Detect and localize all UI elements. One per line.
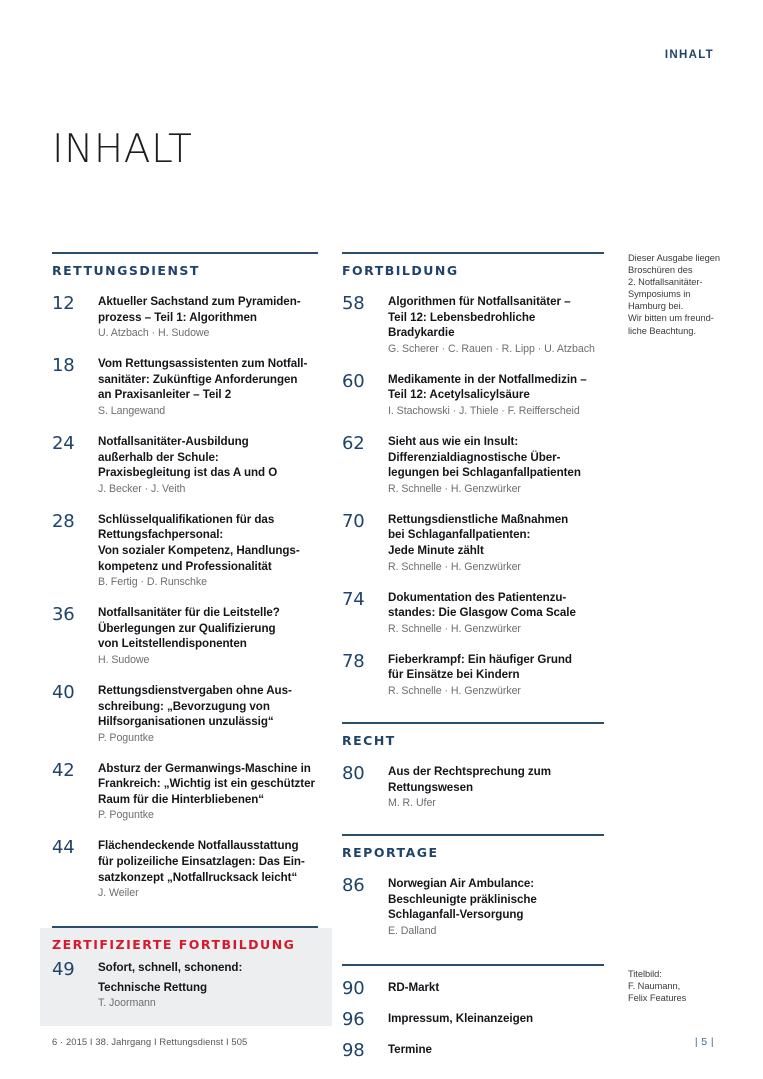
entry-title-line: kompetenz und Professionalität <box>98 559 272 573</box>
entry-title-line: Beschleunigte präklinische <box>388 892 537 906</box>
entry-page-number[interactable]: 96 <box>342 1008 365 1030</box>
entry-page-number[interactable]: 42 <box>52 759 75 781</box>
toc-entry[interactable] <box>342 590 604 636</box>
section-zertifizierte-fortbildung <box>52 926 318 1026</box>
entry-title-line: Frankreich: „Wichtig ist ein geschützter <box>98 777 315 791</box>
entry-title-line: Praxisbegleitung ist das A und O <box>98 466 278 480</box>
entry-authors: T. Joormann <box>98 997 156 1010</box>
entry-page-number[interactable]: 24 <box>52 432 75 454</box>
footer-page-number: | 5 | <box>694 1036 714 1048</box>
entry-page-number[interactable]: 12 <box>52 293 75 314</box>
spacer <box>52 900 318 926</box>
entry-authors: S. Langewand <box>98 404 166 417</box>
note-line: Felix Features <box>628 993 687 1004</box>
entry-body <box>98 683 318 745</box>
section-recht <box>342 722 604 810</box>
entry-title-line: legungen bei Schlaganfallpatienten <box>388 466 581 480</box>
toc-entry[interactable] <box>342 294 604 356</box>
page-title: INHALT <box>52 127 193 173</box>
toc-entry[interactable] <box>342 434 604 496</box>
entry-body <box>388 434 604 496</box>
section-title: FORTBILDUNG <box>342 263 459 278</box>
section-rule <box>342 834 604 836</box>
entry-title-line: standes: Die Glasgow Coma Scale <box>388 606 576 620</box>
entry-authors: R. Schnelle · H. Genzwürker <box>388 560 521 573</box>
entry-authors: M. R. Ufer <box>388 797 436 810</box>
entry-page-number[interactable]: 40 <box>52 681 75 703</box>
entry-title-line: Sieht aus wie ein Insult: <box>388 434 519 448</box>
running-head: INHALT <box>664 49 714 61</box>
entry-title-line: an Praxisanleiter – Teil 2 <box>98 388 232 402</box>
entry-authors: P. Poguntke <box>98 731 154 744</box>
entry-title-line: Fieberkrampf: Ein häufiger Grund <box>388 652 572 666</box>
entry-title-line: Hilfsorganisationen unzulässig“ <box>98 715 274 729</box>
entry-title-line: für Einsätze bei Kindern <box>388 668 520 682</box>
entry-page-number[interactable]: 98 <box>342 1039 365 1061</box>
toc-entry[interactable] <box>342 764 604 810</box>
entry-authors: G. Scherer · C. Rauen · R. Lipp · U. Atzbach <box>388 342 595 355</box>
section-title: ZERTIFIZIERTE FORTBILDUNG <box>52 937 296 953</box>
left-column <box>52 252 318 1026</box>
entry-page-number[interactable]: 58 <box>342 293 365 314</box>
spacer <box>342 938 604 964</box>
entry-title-line: Teil 12: Lebensbedrohliche Bradykardie <box>388 310 536 340</box>
entry-body <box>388 764 604 810</box>
section-rule <box>342 722 604 724</box>
section-rule <box>342 964 604 966</box>
entry-body <box>388 1042 604 1058</box>
entry-title-line: sanitäter: Zukünftige Anforderungen <box>98 372 298 386</box>
entry-authors: B. Fertig · D. Runschke <box>98 576 207 589</box>
entry-body <box>98 512 318 589</box>
entry-title-line: Von sozialer Kompetenz, Handlungs- <box>98 543 300 557</box>
entry-body <box>388 980 604 996</box>
entry-title-line: Notfallsanitäter-Ausbildung <box>98 434 249 448</box>
entry-page-number[interactable]: 28 <box>52 510 75 532</box>
entry-title-line: Sofort, schnell, schonend: <box>98 961 243 975</box>
entry-title-line: RD-Markt <box>388 981 440 995</box>
entry-body <box>98 294 318 340</box>
entry-page-number[interactable]: 60 <box>342 370 365 392</box>
entry-page-number[interactable]: 74 <box>342 588 365 610</box>
entry-page-number[interactable]: 36 <box>52 604 75 626</box>
entry-title-line: Teil 12: Acetylsalicylsäure <box>388 388 530 402</box>
entry-body <box>388 294 604 356</box>
entry-body <box>388 876 604 938</box>
note-line: Wir bitten um freund- <box>628 313 714 324</box>
entry-title-line: Aus der Rechtsprechung zum <box>388 764 551 778</box>
certified-training-box <box>40 928 332 1026</box>
entry-authors: I. Stachowski · J. Thiele · F. Reifferscheid <box>388 404 580 417</box>
entry-authors: J. Weiler <box>98 887 139 900</box>
toc-entry[interactable] <box>52 960 320 1010</box>
entry-body <box>98 434 318 496</box>
toc-entry[interactable] <box>52 294 318 340</box>
entry-body <box>98 838 318 900</box>
entry-page-number[interactable]: 80 <box>342 762 365 784</box>
entry-body <box>98 605 318 667</box>
entry-authors: R. Schnelle · H. Genzwürker <box>388 482 521 495</box>
toc-entry[interactable] <box>342 979 604 997</box>
toc-entry[interactable] <box>52 761 318 823</box>
note-line: Hamburg bei. <box>628 301 684 312</box>
toc-entry[interactable] <box>52 605 318 667</box>
entry-body <box>388 512 604 574</box>
entry-title-line: Vom Rettungsassistenten zum Notfall- <box>98 357 308 371</box>
entry-authors: R. Schnelle · H. Genzwürker <box>388 622 521 635</box>
entry-body <box>388 652 604 698</box>
entry-title-line: Rettungswesen <box>388 780 474 794</box>
entry-title-line: Medikamente in der Notfallmedizin – <box>388 372 587 386</box>
entry-title-line: Rettungsfachpersonal: <box>98 528 224 542</box>
side-note-insert <box>628 252 746 337</box>
entry-title-line: Flächendeckende Notfallausstattung <box>98 839 299 853</box>
entry-title-line: Differenzialdiagnostische Über- <box>388 450 561 464</box>
entry-authors: H. Sudowe <box>98 653 150 666</box>
toc-entry[interactable] <box>52 683 318 745</box>
entry-title-line: Rettungsdienstliche Maßnahmen <box>388 512 569 526</box>
note-line: Titelbild: <box>628 969 662 979</box>
entry-title-line: Dokumentation des Patientenzu- <box>388 590 567 604</box>
toc-entry[interactable] <box>342 1010 604 1028</box>
entry-title-line: Absturz der Germanwings-Maschine in <box>98 761 311 775</box>
section-title: RETTUNGSDIENST <box>52 263 200 278</box>
footer-issue-info: 6 · 2015 I 38. Jahrgang I Rettungsdienst I 505 <box>52 1036 248 1047</box>
entry-authors: R. Schnelle · H. Genzwürker <box>388 684 521 697</box>
toc-entry[interactable] <box>342 652 604 698</box>
entry-title-line: Algorithmen für Notfallsanitäter – <box>388 295 571 308</box>
toc-entry[interactable] <box>342 512 604 574</box>
entry-title-line: Schlüsselqualifikationen für das <box>98 512 275 526</box>
toc-entry[interactable] <box>342 876 604 938</box>
entry-title-line: bei Schlaganfallpatienten: <box>388 528 531 542</box>
toc-entry[interactable] <box>52 838 318 900</box>
entry-body <box>388 590 604 636</box>
spacer <box>342 698 604 722</box>
entry-title-line: prozess – Teil 1: Algorithmen <box>98 310 257 324</box>
side-note-cover-credit <box>628 968 746 1004</box>
entry-title-line: Raum für die Hinterbliebenen“ <box>98 792 265 806</box>
entry-title-line: Rettungsdienstvergaben ohne Aus- <box>98 683 292 697</box>
entry-title-line: Schlaganfall-Versorgung <box>388 908 524 922</box>
entry-authors: U. Atzbach · H. Sudowe <box>98 327 210 340</box>
toc-entry[interactable] <box>52 512 318 589</box>
entry-title-line: für polizeiliche Einsatzlagen: Das Ein- <box>98 855 305 869</box>
entry-page-number[interactable]: 86 <box>342 875 365 897</box>
entry-page-number[interactable]: 70 <box>342 510 365 532</box>
toc-entry[interactable] <box>52 434 318 496</box>
entry-page-number[interactable]: 78 <box>342 650 365 672</box>
note-line: Symposiums in <box>628 289 691 300</box>
entry-title-line: Technische Rettung <box>98 980 208 994</box>
toc-entry[interactable] <box>52 356 318 418</box>
entry-page-number[interactable]: 49 <box>52 959 75 981</box>
note-line: 2. Notfallsanitäter- <box>628 277 703 288</box>
section-title: REPORTAGE <box>342 845 439 861</box>
right-column <box>342 252 604 1059</box>
note-line: liche Beachtung. <box>628 325 696 336</box>
entry-page-number[interactable]: 18 <box>52 355 75 377</box>
spacer <box>342 810 604 834</box>
section-reportage <box>342 834 604 938</box>
entry-authors: E. Dalland <box>388 924 437 937</box>
entry-body <box>388 372 604 418</box>
entry-title-line: Impressum, Kleinanzeigen <box>388 1012 534 1026</box>
entry-title-line: Norwegian Air Ambulance: <box>388 877 535 891</box>
entry-body <box>98 356 318 418</box>
section-misc <box>342 964 604 1059</box>
entry-title-line: Aktueller Sachstand zum Pyramiden- <box>98 295 301 308</box>
entry-page-number[interactable]: 90 <box>342 977 365 999</box>
entry-title-line: schreibung: „Bevorzugung von <box>98 699 270 713</box>
section-fortbildung <box>342 252 604 698</box>
entry-page-number[interactable]: 44 <box>52 837 75 859</box>
entry-title-line: Notfallsanitäter für die Leitstelle? <box>98 606 280 620</box>
entry-title-line: Termine <box>388 1043 432 1057</box>
entry-title-line: Jede Minute zählt <box>388 543 484 557</box>
note-line: F. Naumann, <box>628 981 681 992</box>
toc-entry[interactable] <box>342 372 604 418</box>
entry-authors: P. Poguntke <box>98 809 154 822</box>
entry-authors: J. Becker · J. Veith <box>98 482 186 495</box>
entry-title-line: außerhalb der Schule: <box>98 450 219 464</box>
section-rule <box>342 252 604 254</box>
entry-title-line: satzkonzept „Notfallrucksack leicht“ <box>98 870 298 884</box>
section-rettungsdienst <box>52 252 318 900</box>
entry-title-line: Überlegungen zur Qualifizierung <box>98 621 276 635</box>
note-line: Dieser Ausgabe liegen <box>628 253 720 263</box>
section-title: RECHT <box>342 732 396 748</box>
note-line: Broschüren des <box>628 265 693 276</box>
entry-body <box>98 761 318 823</box>
entry-body <box>388 1011 604 1027</box>
entry-body <box>98 960 320 1010</box>
entry-page-number[interactable]: 62 <box>342 432 365 454</box>
section-rule <box>52 252 318 254</box>
entry-title-line: von Leitstellendisponenten <box>98 637 247 651</box>
toc-entry[interactable] <box>342 1041 604 1059</box>
